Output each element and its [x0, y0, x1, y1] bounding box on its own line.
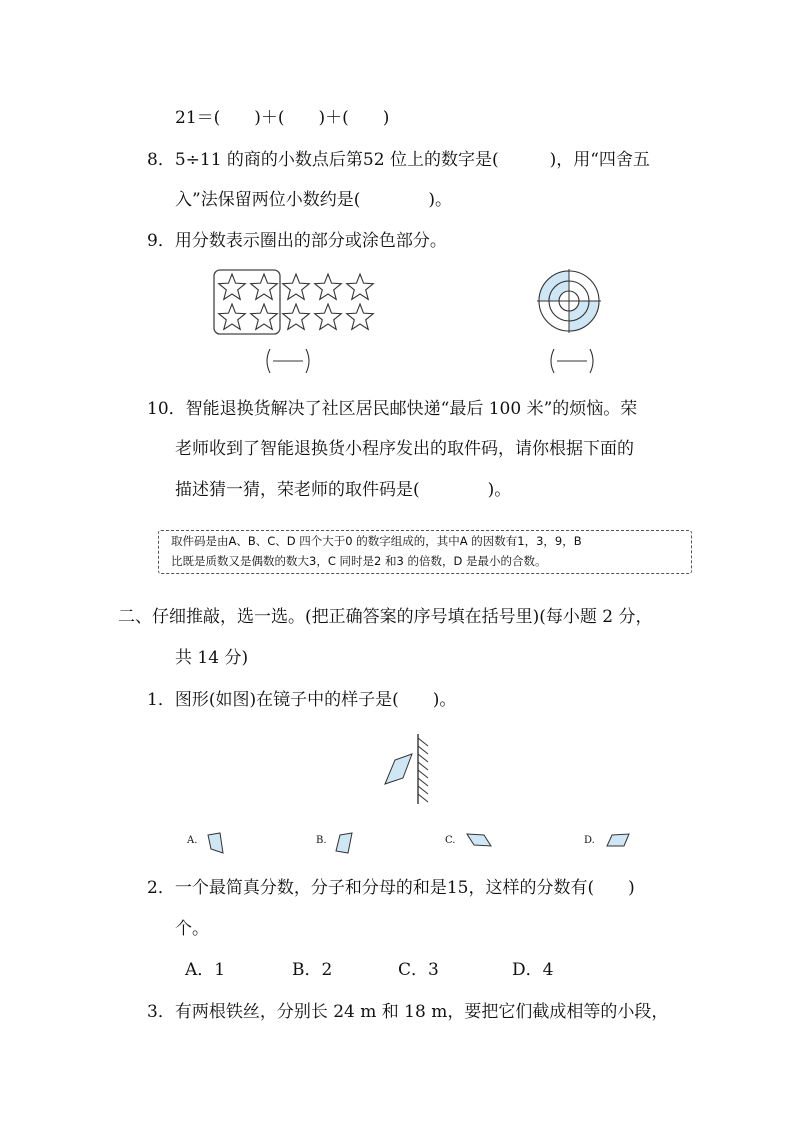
star-icon [283, 274, 310, 299]
question-8-line-1: 8．5÷11 的商的小数点后第52 位上的数字是( )，用“四舍五 [147, 150, 650, 170]
mirror-option-a-shape[interactable] [205, 831, 229, 857]
q2-option-a[interactable]: A．1 [185, 960, 226, 980]
mirror-option-b-label[interactable]: B. [316, 835, 327, 846]
q2-option-b[interactable]: B．2 [292, 960, 333, 980]
section-2-question-3: 3．有两根铁丝，分别长 24 m 和 18 m，要把它们截成相等的小段， [147, 1002, 669, 1022]
section-2-question-2-line-1: 2．一个最简真分数，分子和分母的和是15，这样的分数有( ) [147, 878, 635, 898]
section-2-heading-line-1: 二、仔细推敲，选一选。(把正确答案的序号填在括号里)(每小题 2 分， [118, 607, 653, 627]
question-9: 9．用分数表示圈出的部分或涂色部分。 [147, 231, 447, 251]
equation-21: 21＝( )＋( )＋( ) [175, 108, 390, 128]
answer-fraction-blank-2[interactable] [548, 347, 598, 377]
star-icon [315, 304, 342, 329]
target-circle-figure [534, 266, 604, 336]
section-2-question-2-line-2: 个。 [175, 919, 209, 939]
star-icon [347, 274, 374, 299]
star-icon [283, 304, 310, 329]
box-line-1: 取件码是由A、B、C、D 四个大于0 的数字组成的，其中A 的因数有1，3，9，B [171, 534, 582, 548]
q2-option-c[interactable]: C．3 [398, 960, 439, 980]
parallelogram-shape [385, 754, 412, 784]
star-icon [219, 274, 246, 299]
stars-figure [210, 268, 390, 338]
section-2-question-1: 1．图形(如图)在镜子中的样子是( )。 [147, 690, 457, 710]
answer-fraction-blank-1[interactable] [264, 347, 314, 377]
pickup-code-description-box [158, 530, 692, 574]
box-line-2: 比既是质数又是偶数的数大3，C 同时是2 和3 的倍数，D 是最小的合数。 [171, 554, 547, 568]
question-10-line-3: 描述猜一猜，荣老师的取件码是( )。 [175, 480, 512, 500]
mirror-option-b-shape[interactable] [334, 831, 358, 857]
mirror-option-d-shape[interactable] [604, 832, 634, 852]
mirror-option-a-label[interactable]: A. [187, 835, 198, 846]
question-8-line-2: 入”法保留两位小数约是( )。 [175, 190, 452, 210]
star-icon [347, 304, 374, 329]
star-icon [251, 274, 278, 299]
q2-option-d[interactable]: D．4 [512, 960, 554, 980]
star-icon [251, 304, 278, 329]
star-icon [219, 304, 246, 329]
star-icon [315, 274, 342, 299]
question-10-line-1: 10．智能退换货解决了社区居民邮快递“最后 100 米”的烦恼。荣 [147, 399, 638, 419]
mirror-option-c-label[interactable]: C. [445, 835, 456, 846]
section-2-heading-line-2: 共 14 分) [175, 648, 249, 668]
question-10-line-2: 老师收到了智能退换货小程序发出的取件码，请你根据下面的 [175, 439, 634, 459]
mirror-option-d-label[interactable]: D. [584, 835, 595, 846]
mirror-figure [382, 732, 452, 812]
mirror-option-c-shape[interactable] [464, 832, 494, 852]
